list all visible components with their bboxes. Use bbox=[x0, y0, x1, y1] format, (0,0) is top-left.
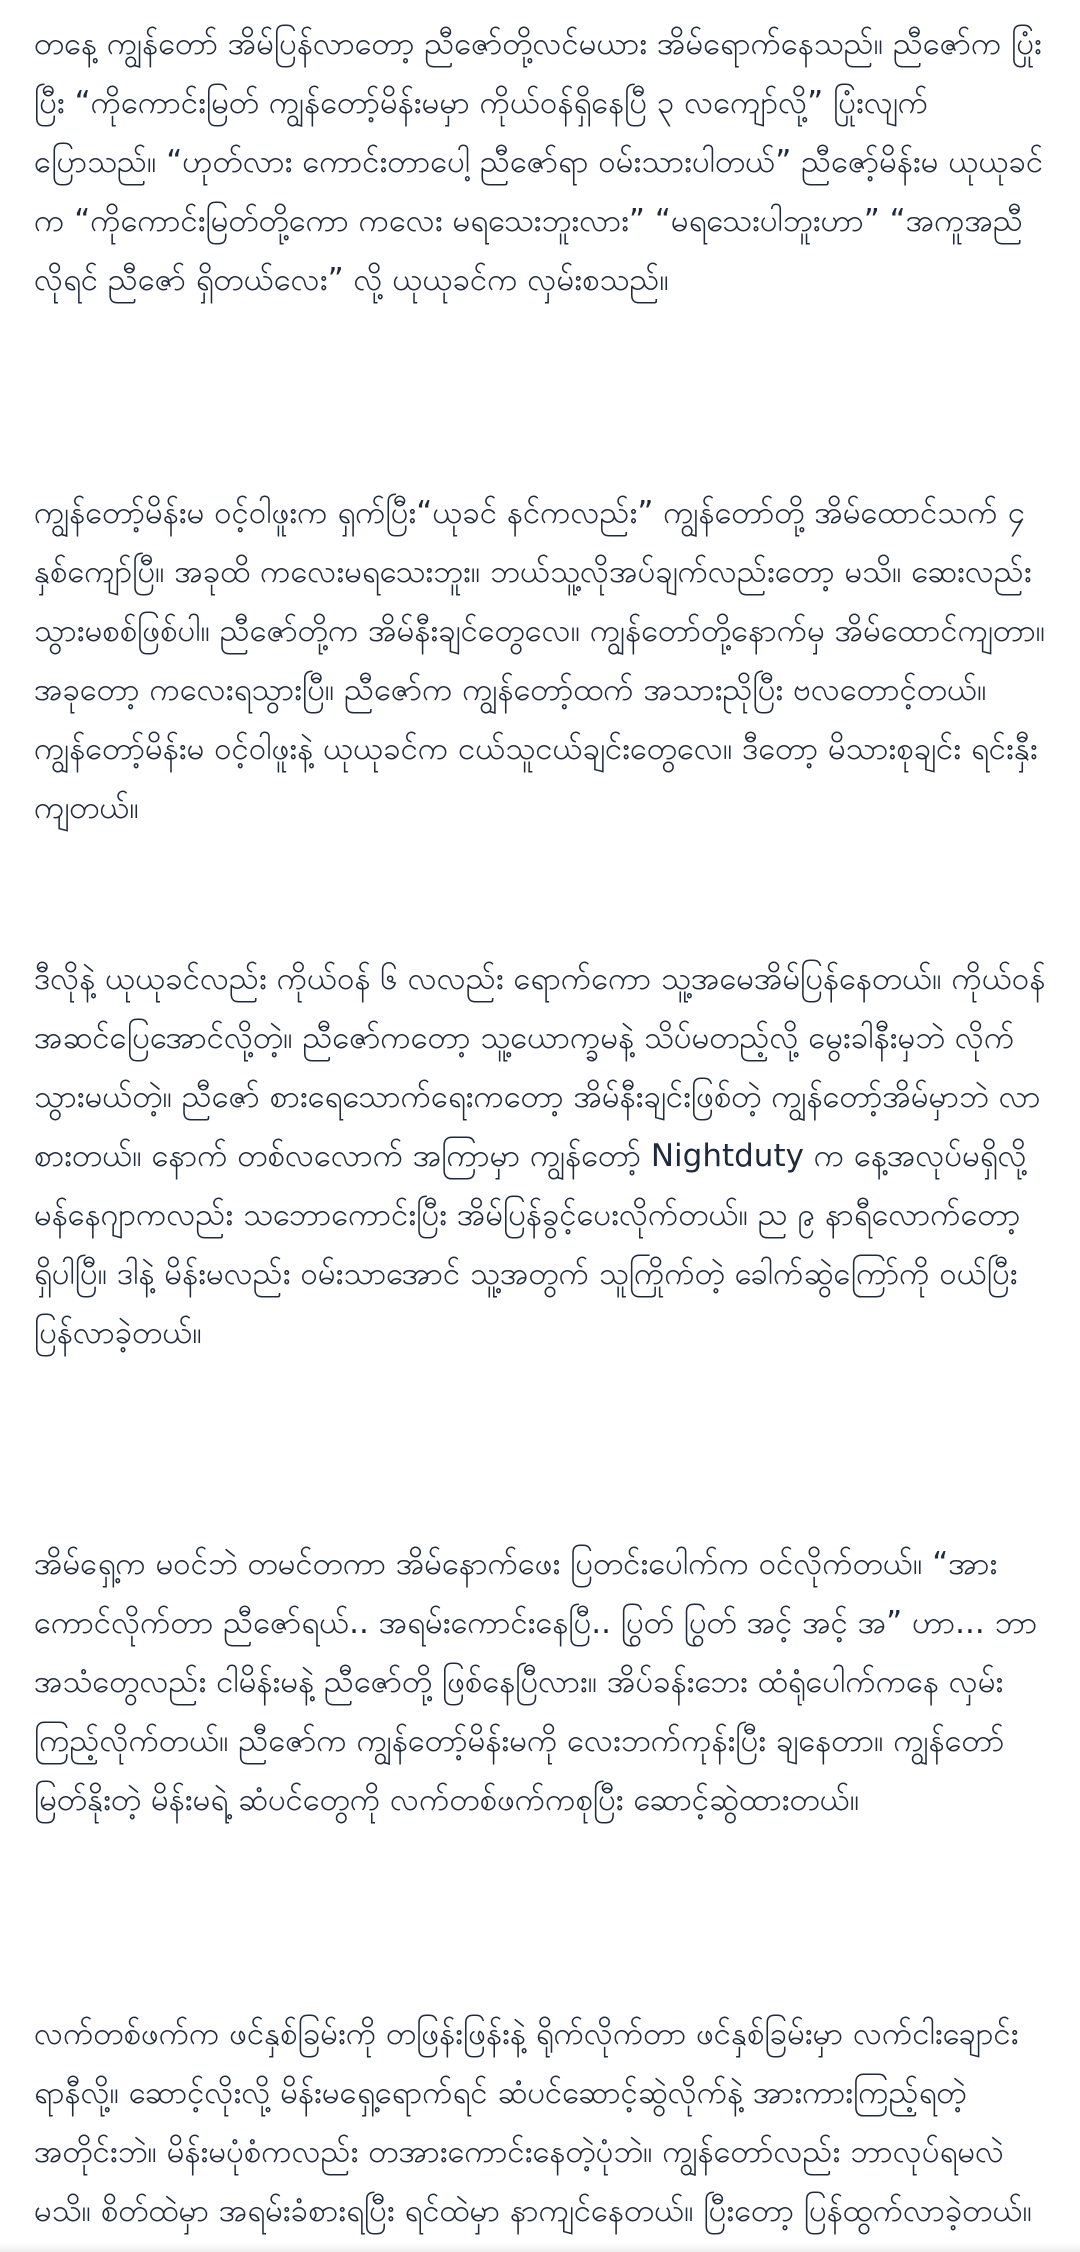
article-paragraph-4: အိမ်ရှေ့က မဝင်ဘဲ တမင်တကာ အိမ်နောက်ဖေး ပြတင်းပေါက်က ဝင်လိုက်တယ်။ “အား ကောင်လိုက်တာ ညီဇော်ရယ်.. အရမ်းကောင်းနေပြီ.. ပြွတ် ပြွတ် အင့် အင့် အ” ဟာ... ဘာအသံတွေလည်း ငါမိန်းမနဲ့ ညီဇော်တို့ ဖြစ်နေပြီလား။ အိပ်ခန်းဘေး ထံရုံပေါက်ကနေ လှမ်းကြည့်လိုက်တယ်။ ညီဇော်က ကျွန်တော့်မိန်းမကို လေးဘက်ကုန်းပြီး ချနေတာ။ ကျွန်တော်မြတ်နိုးတဲ့ မိန်းမရဲ့ ဆံပင်တွေကို လက်တစ်ဖက်ကစုပြီး ဆောင့်ဆွဲထားတယ်။ bbox=[34, 1546, 1038, 1818]
article-paragraph-2: ကျွန်တော့်မိန်းမ ဝင့်ဝါဖူးက ရှက်ပြီး“ယုခင် နင်ကလည်း” ကျွန်တော်တို့ အိမ်ထောင်သက် ၄ နှစ်ကျော်ပြီ။ အခုထိ ကလေးမရသေးဘူး။ ဘယ်သူ့လိုအပ်ချက်လည်းတော့ မသိ။ ဆေးလည်း သွားမစစ်ဖြစ်ပါ။ ညီဇော်တို့က အိမ်နီးချင်တွေလေ။ ကျွန်တော်တို့နောက်မှ အိမ်ထောင်ကျတာ။ အခုတော့ ကလေးရသွားပြီ။ ညီဇော်က ကျွန်တော့်ထက် အသားညိုပြီး ဗလတောင့်တယ်။ ကျွန်တော့်မိန်းမ ဝင့်ဝါဖူးနဲ့ ယုယုခင်က ငယ်သူငယ်ချင်းတွေလေ။ ဒီတော့ မိသားစုချင်း ရင်းနှီးကျတယ်။ bbox=[34, 495, 1046, 826]
article-paragraph-1: တနေ့ ကျွန်တော် အိမ်ပြန်လာတော့ ညီဇော်တို့လင်မယား အိမ်ရောက်နေသည်။ ညီဇော်က ပြုံးပြီး “ကိုကောင်းမြတ် ကျွန်တော့်မိန်းမမှာ ကိုယ်ဝန်ရှိနေပြီ ၃ လကျော်လို့” ပြုံးလျက်ပြောသည်။ “ဟုတ်လား ကောင်းတာပေါ့ ညီဇော်ရာ ဝမ်းသားပါတယ်” ညီဇော့်မိန်းမ ယုယုခင်က “ကိုကောင်းမြတ်တို့ကော ကလေး မရသေးဘူးလား” “မရသေးပါဘူးဟာ” “အကူအညီလိုရင် ညီဇော် ရှိတယ်လေး” လို့ ယုယုခင်က လှမ်းစသည်။ bbox=[34, 26, 1044, 298]
article-paragraph-5: လက်တစ်ဖက်က ဖင်နှစ်ခြမ်းကို တဖြန်းဖြန်းနဲ့ ရိုက်လိုက်တာ ဖင်နှစ်ခြမ်းမှာ လက်ငါးချောင်းရာနီလို့။ ဆောင့်လိုးလို့ မိန်းမရှေ့ရောက်ရင် ဆံပင်ဆောင့်ဆွဲလိုက်နဲ့ အားကားကြည့်ရတဲ့ အတိုင်းဘဲ။ မိန်းမပုံစံကလည်း တအားကောင်းနေတဲ့ပုံဘဲ။ ကျွန်တော်လည်း ဘာလုပ်ရမလဲ မသိ။ စိတ်ထဲမှာ အရမ်းခံစားရပြီး ရင်ထဲမှာ နာကျင်နေတယ်။ ပြီးတော့ ပြန်ထွက်လာခဲ့တယ်။ bbox=[34, 2016, 1032, 2229]
bottom-edge-shadow bbox=[0, 2242, 1080, 2252]
article-paragraph-3: ဒီလိုနဲ့ ယုယုခင်လည်း ကိုယ်ဝန် ၆ လလည်း ရောက်ကော သူ့အမေအိမ်ပြန်နေတယ်။ ကိုယ်ဝန် အဆင်ပြေအောင်လို့တဲ့။ ညီဇော်ကတော့ သူ့ယောက္ခမနဲ့ သိပ်မတည့်လို့ မွေးခါနီးမှဘဲ လိုက်သွားမယ်တဲ့။ ညီဇော် စားရေသောက်ရေးကတော့ အိမ်နီးချင်းဖြစ်တဲ့ ကျွန်တော့်အိမ်မှာဘဲ လာစားတယ်။ နောက် တစ်လလောက် အကြာမှာ ကျွန်တော့် Nightduty က နေ့အလုပ်မရှိလို့ မန်နေဂျာကလည်း သဘောကောင်းပြီး အိမ်ပြန်ခွင့်ပေးလိုက်တယ်။ ည ၉ နာရီလောက်တော့ ရှိပါပြီ။ ဒါနဲ့ မိန်းမလည်း ဝမ်းသာအောင် သူ့အတွက် သူကြိုက်တဲ့ ခေါက်ဆွဲကြော်ကို ဝယ်ပြီး ပြန်လာခဲ့တယ်။ bbox=[34, 961, 1046, 1351]
